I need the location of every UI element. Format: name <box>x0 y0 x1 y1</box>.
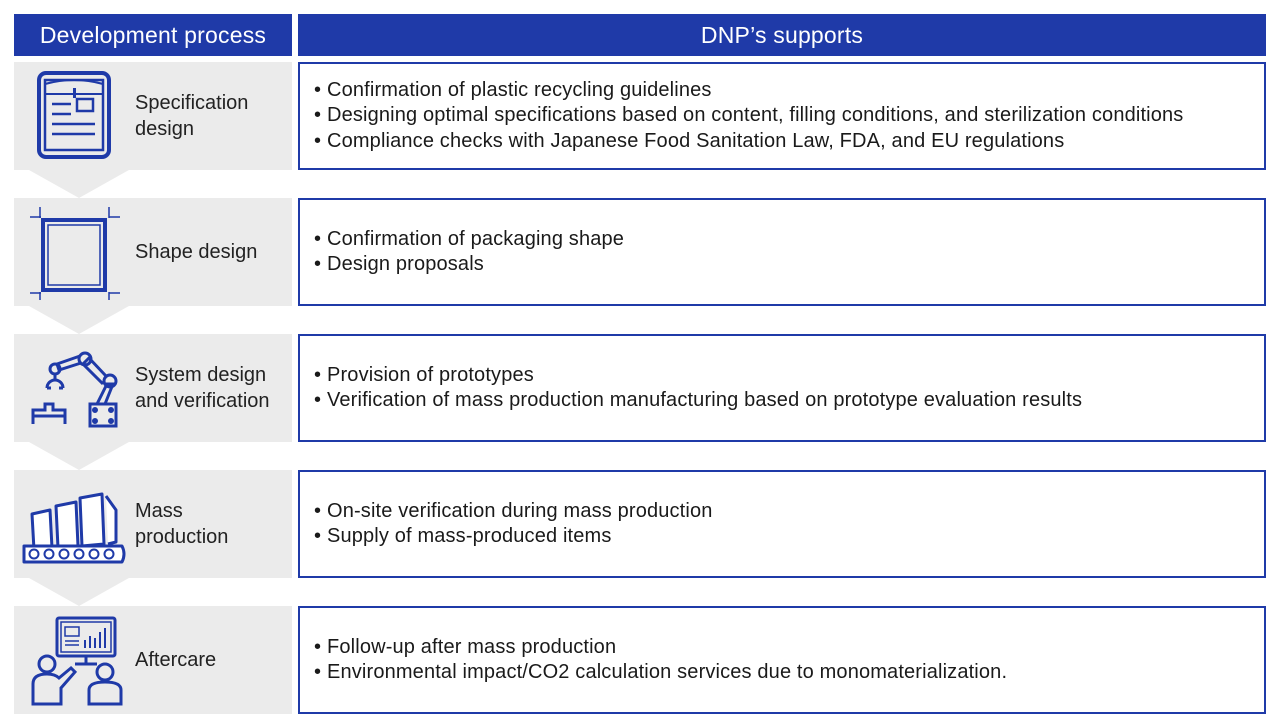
stage-left-panel <box>14 198 292 306</box>
support-bullet: • On-site verification during mass production <box>314 499 713 522</box>
flow-arrow <box>29 306 129 334</box>
stage-mass-production <box>0 470 1280 578</box>
support-bullet: • Follow-up after mass production <box>314 635 617 658</box>
stage-label: Shape design <box>135 241 258 263</box>
support-bullet: • Verification of mass production manufacturing based on prototype evaluation results <box>314 389 1083 411</box>
stage-left-panel <box>14 334 292 442</box>
support-bullet: • Design proposals <box>314 253 484 275</box>
support-bullet: • Provision of prototypes <box>314 363 534 386</box>
dnp-supports-header: DNP’s supports <box>298 14 1266 56</box>
flow-arrow <box>29 442 129 470</box>
flow-arrow <box>29 170 129 198</box>
support-bullet: • Confirmation of plastic recycling guidelines <box>314 78 712 101</box>
supports-box <box>298 334 1266 442</box>
support-bullet: • Designing optimal specifications based on content, filling conditions, and sterilization conditions <box>314 104 1184 127</box>
stage-label: Aftercare <box>135 649 217 671</box>
stage-left-panel <box>14 62 292 170</box>
supports-box <box>298 198 1266 306</box>
stage-left-panel <box>14 606 292 714</box>
development-process-header: Development process <box>14 14 292 56</box>
supports-box <box>298 62 1266 170</box>
supports-box <box>298 470 1266 578</box>
support-monitor-people-icon <box>22 612 128 708</box>
robot-arm-icon <box>22 340 128 436</box>
stage-label: Specification design <box>135 92 249 140</box>
stage-shape-design <box>0 198 1280 306</box>
stage-aftercare <box>0 606 1280 714</box>
stage-specification-design <box>0 62 1280 170</box>
stage-system-design-verification <box>0 334 1280 442</box>
flow-arrow <box>29 578 129 606</box>
support-bullet: • Compliance checks with Japanese Food Sanitation Law, FDA, and EU regulations <box>314 129 1065 152</box>
conveyor-belt-icon <box>22 476 128 572</box>
shape-frame-icon <box>22 204 128 300</box>
stage-label: System design and verification <box>135 364 270 412</box>
stage-label: Mass production <box>135 500 229 548</box>
stage-left-panel <box>14 470 292 578</box>
support-bullet: • Supply of mass-produced items <box>314 525 612 547</box>
supports-box <box>298 606 1266 714</box>
support-bullet: • Environmental impact/CO2 calculation services due to monomaterialization. <box>314 661 1008 683</box>
support-bullet: • Confirmation of packaging shape <box>314 227 625 250</box>
specification-document-icon <box>22 68 128 164</box>
